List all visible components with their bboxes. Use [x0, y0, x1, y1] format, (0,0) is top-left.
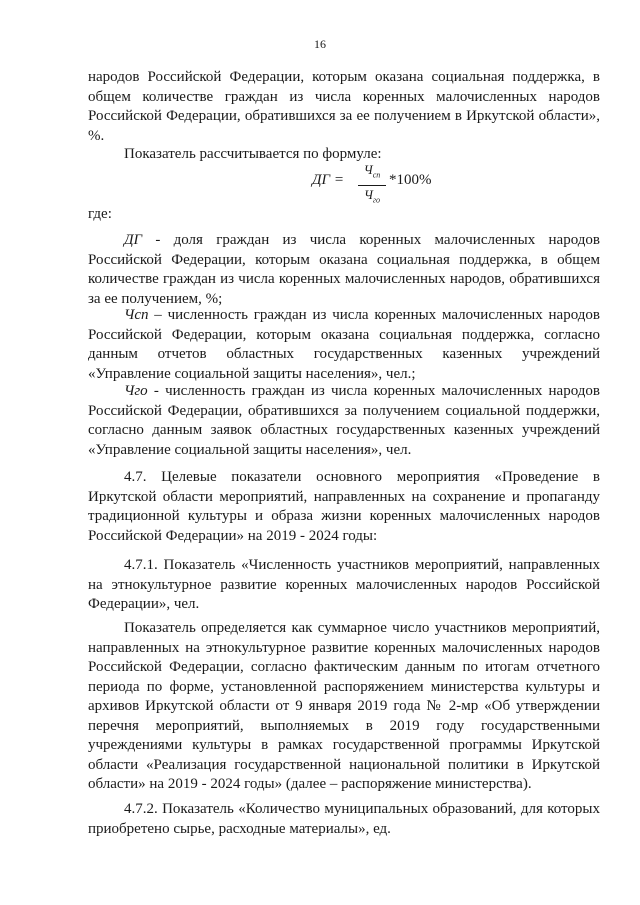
definition-chsp-symbol: Чсп	[124, 307, 149, 323]
definition-dg-text: - доля граждан из числа коренных малочисленных народов Российской Федерации, которым оказана социальная поддержка, в общем количестве граждан из числа коренных малочисленных народов, обратившихся за ее получением, %;	[88, 232, 600, 307]
paragraph-4-7-1: Показатель определяется как суммарное число участников мероприятий, направленных на этнокультурное развитие коренных малочисленных народов Российской Федерации, согласно фактическим данным по итогам отчетного периода по форме, установленной распоряжением министерства культуры и архивов Иркутской области от 9 января 2019 года № 2-мр «Об утверждении перечня мероприятий, выполняемых в 2019 году государственными учреждениями культуры в рамках государственной программы Иркутской области «Реализация государственной национальной политики в Иркутской области» на 2019 - 2024 годы» (далее – распоряжение министерства).	[88, 620, 600, 792]
paragraph-intro: народов Российской Федерации, которым оказана социальная поддержка, в общем количестве граждан из числа коренных малочисленных народов Российской Федерации, обратившихся за ее получением в Иркутской области», %.	[88, 69, 600, 144]
formula-numerator: Ч	[363, 162, 373, 177]
formula-denominator-sub: го	[372, 195, 381, 205]
formula-rhs: *100%	[389, 172, 432, 188]
formula-fraction	[358, 162, 386, 208]
definition-chsp-text: – численность граждан из числа коренных малочисленных народов Российской Федерации, которым оказана социальная поддержка, согласно данным отчетов областных государственных казенных учреждений «Управление социальной защиты населения», чел.;	[88, 307, 600, 382]
definition-chgo	[88, 382, 600, 460]
section-4-7: 4.7. Целевые показатели основного мероприятия «Проведение в Иркутской области мероприятий, направленных на сохранение и пропаганду традиционной культуры и образа жизни коренных малочисленных народов Российской Федерации» на 2019 - 2024 годы:	[88, 469, 600, 544]
formula-caption: Показатель рассчитывается по формуле:	[124, 146, 382, 162]
formula-numerator-sub: сп	[372, 170, 381, 180]
fraction-bar	[358, 185, 386, 186]
section-4-7-2: 4.7.2. Показатель «Количество муниципальных образований, для которых приобретено сырье, расходные материалы», ед.	[88, 801, 600, 837]
definition-dg	[88, 231, 600, 309]
formula-denominator: Ч	[363, 186, 373, 202]
definition-dg-symbol: ДГ	[124, 232, 143, 248]
definition-chgo-text: - численность граждан из числа коренных малочисленных народов Российской Федерации, обратившихся за получением социальной поддержки, согласно данным заявок областных государственных казенных учреждений «Управление социальной защиты населения», чел.	[88, 383, 600, 458]
section-4-7-1: 4.7.1. Показатель «Численность участников мероприятий, направленных на этнокультурное развитие коренных малочисленных народов Российской Федерации», чел.	[88, 557, 600, 612]
formula-lhs: ДГ =	[312, 172, 344, 188]
definition-chgo-symbol: Чго	[124, 383, 148, 399]
page-number: 16	[314, 37, 326, 51]
definition-chsp	[88, 306, 600, 384]
where-label: где:	[88, 206, 112, 222]
